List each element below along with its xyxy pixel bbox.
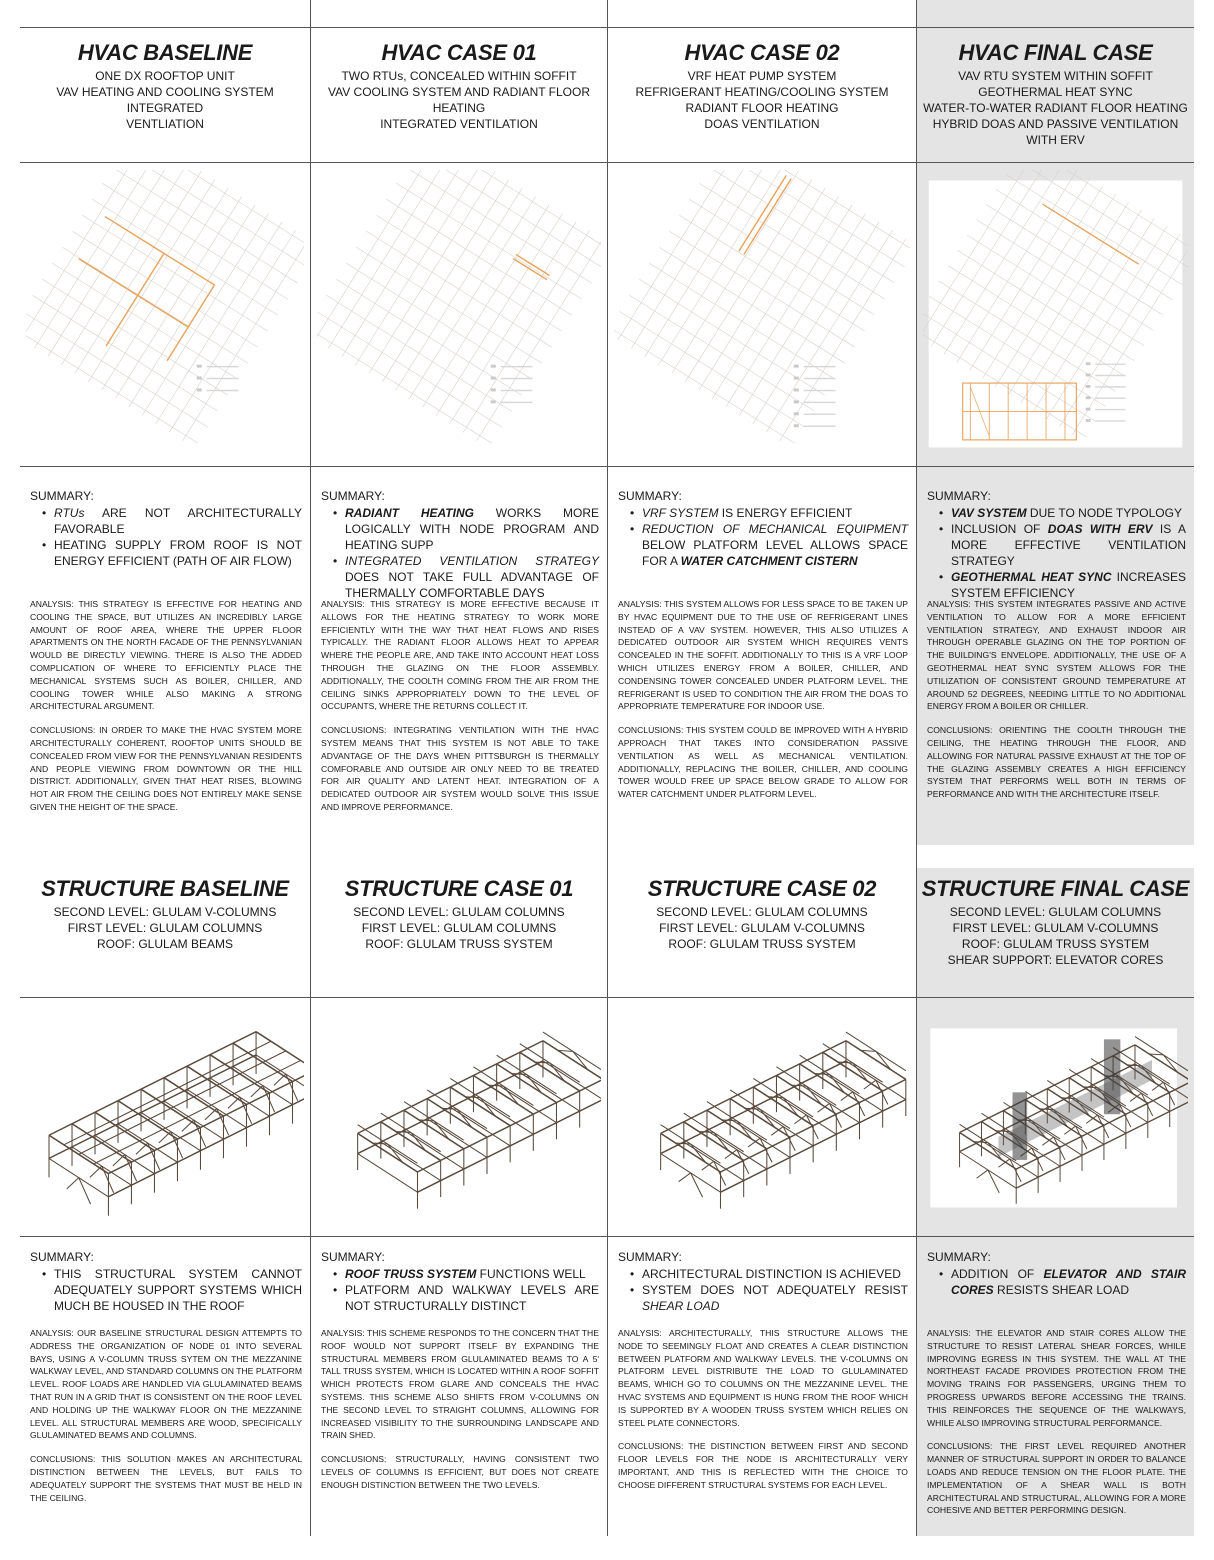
roof-beam bbox=[256, 1032, 304, 1070]
truss-web bbox=[853, 1063, 868, 1081]
analysis-text: ANALYSIS: THE ELEVATOR AND STAIR CORES ALLOW THE STRUCTURE TO RESIST LATERAL SHEAR FORCES, WHILE IMPROVING EGRESS IN THIS SYSTEM. THE WALL AT THE NORTHEAST FACADE PROVIDES PROTECTION FROM THE MOVING TRAINS FOR PASSENGERS, URGING THEM TO PROGRESS UPWARDS BEFORE ACCESSING THE TRAINS. THIS REINFORCES THE SEQUENCE OF THE WALKWAYS, WHILE ALSO IMPROVING STRUCTURAL PERFORMANCE. bbox=[927, 1328, 1186, 1428]
summary-text: FUNCTIONS WELL bbox=[476, 1267, 586, 1281]
case-subtitle-line: FIRST LEVEL: GLULAM V-COLUMNS bbox=[952, 921, 1159, 935]
truss-web bbox=[876, 1051, 891, 1069]
truss-web bbox=[806, 1086, 821, 1104]
conclusions-text: CONCLUSIONS: STRUCTURALLY, HAVING CONSISTENT TWO LEVELS OF COLUMNS IS EFFICIENT, BUT DOES NOT CREATE ENOUGH DISTINCTION BETWEEN THE TWO LEVELS. bbox=[321, 1454, 599, 1490]
summary-text: DUE TO NODE TYPOLOGY bbox=[1026, 506, 1182, 520]
case-subtitle-line: VENTLIATION bbox=[126, 117, 204, 131]
case-title: HVAC FINAL CASE bbox=[958, 40, 1153, 65]
summary-item bbox=[42, 1266, 302, 1314]
conclusions-text: CONCLUSIONS: ORIENTING THE COOLTH THROUGH THE CEILING, THE HEATING THROUGH THE FLOOR, AND ALLOWING FOR NATURAL PASSIVE EXHAUST AT THE TOP OF THE GLAZING ASSEMBLY CREATES A HIGH EFFICIENCY SYSTEM THAT PERFORMS WELL BOTH IN TERMS OF PERFORMANCE AND WITH THE ARCHITECTURE ITSELF. bbox=[927, 725, 1186, 800]
case-title: HVAC BASELINE bbox=[77, 40, 253, 65]
analysis-text: ANALYSIS: THIS STRATEGY IS EFFECTIVE FOR HEATING AND COOLING THE SPACE, BUT UTILIZES AN INCREDIBLY LARGE AMOUNT OF ROOF AREA, WHERE THE UPPER FLOOR APARTMENTS ON THE NORTH FACADE OF THE PENNSYLVANIAN WOULD BE DIRECTLY VIEWING. THERE IS ALSO THE ADDED COMPLICATION OF WHERE TO EFFICIENTLY PLACE THE MECHANICAL SYSTEMS SUCH AS BOILER, CHILLER, AND COOLING TOWER WHILE ALSO MAKING A STRONG ARCHITECTURAL ARGUMENT. bbox=[30, 599, 302, 712]
summary-text: WATER CATCHMENT CISTERN bbox=[680, 554, 858, 568]
summary-text: DOAS WITH ERV bbox=[1047, 522, 1153, 536]
truss-web bbox=[714, 1132, 729, 1150]
v-column bbox=[228, 1097, 240, 1108]
structure-axon-diagram bbox=[26, 1006, 304, 1228]
case-subtitle-line: HYBRID DOAS AND PASSIVE VENTILATION bbox=[932, 117, 1179, 131]
analysis-text: ANALYSIS: THIS SCHEME RESPONDS TO THE CONCERN THAT THE ROOF WOULD NOT SUPPORT ITSELF BY EXPANDING THE STRUCTURAL MEMBERS FROM GLULAMINATED BEAMS TO A 5' TALL TRUSS SYSTEM, WHICH IS LOCATED WITHIN A ROOF SOFFIT WHICH PROTECTS FROM GLARE AND CONCEALS THE HVAC SYSTEMS. THIS SCHEME ALSO SHIFTS FROM V-COLUMNS ON THE SECOND LEVEL TO STRAIGHT COLUMNS, ALLOWING FOR INCREASED VISIBILITY TO THE SURROUNDING LANDSCAPE AND TRAIN SHED. bbox=[321, 1328, 599, 1441]
case-subtitle-line: FIRST LEVEL: GLULAM COLUMNS bbox=[67, 921, 263, 935]
summary-text: VRF SYSTEM bbox=[642, 506, 719, 520]
case-subtitle-line: VAV COOLING SYSTEM AND RADIANT FLOOR bbox=[327, 85, 591, 99]
truss-web bbox=[480, 1098, 495, 1116]
summary-text: INCREASES SYSTEM EFFICIENCY bbox=[951, 570, 1187, 600]
summary-block bbox=[917, 1249, 1194, 1298]
summary-text: DOES NOT TAKE FULL ADVANTAGE OF THERMALLY COMFORTABLE DAYS bbox=[345, 570, 599, 600]
analysis-text: ANALYSIS: THIS SYSTEM ALLOWS FOR LESS SPACE TO BE TAKEN UP BY HVAC EQUIPMENT DUE TO THE USE OF REFRIGERANT LINES INSTEAD OF A VAV SYSTEM. HOWEVER, THIS ALSO UTILIZES A DEDICATED OUTDOOR AIR SYSTEM WHICH REQUIRES VENTS CONCEALED IN THE SOFFIT. ADDITIONALLY TO THIS IS A VRF LOOP WHICH UTILIZES ENERGY FROM A BOILER, CHILLER, AND CONDENSING TOWER CONCEALED UNDER PLATFORM LEVEL. THE REFRIGERANT IS USED TO CONDITION THE AIR FROM THE DOAS TO APPROPRIATE TEMPERATURE FOR INDOOR USE. bbox=[618, 599, 908, 712]
summary-text: IS ENERGY EFFICIENT bbox=[718, 506, 853, 520]
summary-label: SUMMARY: bbox=[321, 1250, 385, 1264]
conclusions-text: CONCLUSIONS: THIS SOLUTION MAKES AN ARCHITECTURAL DISTINCTION BETWEEN THE LEVELS, BUT FAILS TO ADEQUATELY SUPPORT THE SYSTEMS THAT MUST BE HELD IN THE CEILING. bbox=[30, 1454, 302, 1503]
case-title: STRUCTURE FINAL CASE bbox=[921, 876, 1190, 901]
summary-text: RESISTS SHEAR LOAD bbox=[993, 1283, 1130, 1297]
analysis-block bbox=[608, 1327, 916, 1503]
analysis-text: ANALYSIS: OUR BASELINE STRUCTURAL DESIGN ATTEMPTS TO ADDRESS THE ORGANIZATION OF NODE 01 INTO SEVERAL BAYS, USING A V-COLUMN TRUSS SYTEM ON THE MEZZANINE WALKWAY LEVEL, AND STANDARD COLUMNS ON THE PLATFORM LEVEL. ROOF LOADS ARE HANDLED VIA GLULAMINATED BEAMS THAT RUN IN A GRID THAT IS CONSISTENT ON THE ROOF LEVEL AND HOLDING UP THE WALKWAY FLOOR ON THE MEZZANINE LEVEL. ALL STRUCTURAL MEMBERS ARE WOOD, SPECIFICALLY GLULAMINATED BEAMS AND COLUMNS. bbox=[30, 1328, 302, 1441]
structure-case-header bbox=[917, 876, 1194, 968]
case-title: STRUCTURE BASELINE bbox=[41, 876, 289, 901]
truss-web bbox=[411, 1132, 426, 1150]
analysis-block bbox=[311, 1327, 607, 1503]
case-subtitle-line: REFRIGERANT HEATING/COOLING SYSTEM bbox=[635, 85, 889, 99]
structure-case-header bbox=[608, 876, 916, 952]
longitudinal-beam bbox=[49, 1055, 256, 1159]
structure-axon-diagram bbox=[317, 1006, 601, 1228]
truss-web bbox=[691, 1144, 706, 1162]
case-title: HVAC CASE 01 bbox=[381, 40, 537, 65]
case-subtitle-line: ROOF: GLULAM TRUSS SYSTEM bbox=[365, 937, 553, 951]
case-subtitle-line: WITH ERV bbox=[1026, 133, 1085, 147]
v-column bbox=[182, 1120, 194, 1131]
structure-case-header bbox=[20, 876, 310, 952]
truss-web bbox=[434, 1121, 449, 1139]
truss-web bbox=[550, 1063, 565, 1081]
summary-block bbox=[311, 1249, 607, 1314]
summary-text: VAV SYSTEM bbox=[951, 506, 1027, 520]
structure-axon-svg bbox=[614, 1006, 910, 1228]
analysis-block bbox=[20, 1327, 310, 1515]
case-subtitle-line: TWO RTUs, CONCEALED WITHIN SOFFIT bbox=[341, 69, 577, 83]
truss-web bbox=[783, 1098, 798, 1116]
summary-list bbox=[927, 1266, 1186, 1298]
summary-text: INCLUSION OF bbox=[951, 522, 1048, 536]
structure-frame bbox=[49, 1032, 304, 1216]
summary-block bbox=[608, 1249, 916, 1314]
longitudinal-beam bbox=[108, 1093, 304, 1197]
v-column bbox=[136, 1143, 148, 1154]
case-subtitle-line: SHEAR SUPPORT: ELEVATOR CORES bbox=[947, 953, 1164, 967]
summary-label: SUMMARY: bbox=[30, 1250, 94, 1264]
structure-case-column bbox=[608, 0, 916, 1560]
longitudinal-beam bbox=[720, 1100, 905, 1193]
summary-text: ADDITION OF bbox=[951, 1267, 1044, 1281]
analysis-block bbox=[917, 1327, 1194, 1528]
summary-label: SUMMARY: bbox=[927, 1250, 991, 1264]
case-subtitle-line: VRF HEAT PUMP SYSTEM bbox=[687, 69, 837, 83]
summary-text: HEATING SUPPLY FROM ROOF IS NOT ENERGY EFFICIENT (PATH OF AIR FLOW) bbox=[54, 538, 302, 568]
structure-axon-diagram bbox=[923, 1006, 1188, 1228]
summary-text: SHEAR LOAD bbox=[642, 1299, 720, 1313]
structure-case-column bbox=[20, 0, 310, 1560]
summary-label: SUMMARY: bbox=[618, 489, 682, 503]
case-subtitle-line: RADIANT FLOOR HEATING bbox=[685, 101, 839, 115]
longitudinal-beam bbox=[108, 1070, 304, 1174]
case-subtitle-line: ROOF: GLULAM TRUSS SYSTEM bbox=[668, 937, 856, 951]
elevator-core bbox=[1104, 1039, 1120, 1114]
floor-beam bbox=[543, 1061, 601, 1100]
structure-axon-svg bbox=[317, 1006, 601, 1228]
summary-text: ROOF TRUSS SYSTEM bbox=[345, 1267, 477, 1281]
case-title: STRUCTURE CASE 02 bbox=[647, 876, 877, 901]
case-subtitle-line: DOAS VENTILATION bbox=[704, 117, 820, 131]
summary-item bbox=[630, 1266, 908, 1282]
summary-text: REDUCTION OF MECHANICAL EQUIPMENT bbox=[642, 522, 908, 536]
case-subtitle-line: INTEGRATED VENTILATION bbox=[380, 117, 538, 131]
analysis-text: ANALYSIS: THIS STRATEGY IS MORE EFFECTIVE BECAUSE IT ALLOWS FOR THE HEATING STRATEGY TO WORK MORE EFFICIENTLY WITH THE WAY THAT HEAT FLOWS AND RISES TYPICALLY. THE RADIANT FLOOR ALLOWS HEAT TO APPEAR WHERE THE PEOPLE ARE, AND TAKE INTO ACCOUNT HEAT LOSS THROUGH THE GLAZING ON THE FLOOR ASSEMBLY. ADDITIONALLY, THE COOLTH COMING FROM THE AIR FROM THE CEILING SINKS APPROPRIATELY DOWN TO THE LEVEL OF OCCUPANTS, WHERE THE RETURNS COLLECT IT. bbox=[321, 599, 599, 712]
summary-text: GEOTHERMAL HEAT SYNC bbox=[951, 570, 1112, 584]
truss-web bbox=[830, 1075, 845, 1093]
summary-list bbox=[30, 1266, 302, 1314]
case-title: HVAC CASE 02 bbox=[684, 40, 840, 65]
summary-label: SUMMARY: bbox=[30, 489, 94, 503]
summary-text: WORKS MORE LOGICALLY WITH NODE PROGRAM AND HEATING SUPP bbox=[345, 506, 599, 552]
summary-text: ELEVATOR AND STAIR CORES bbox=[951, 1267, 1186, 1297]
summary-text: THIS STRUCTURAL SYSTEM CANNOT ADEQUATELY SUPPORT SYSTEMS WHICH MUCH BE HOUSED IN THE ROOF bbox=[54, 1267, 302, 1313]
conclusions-text: CONCLUSIONS: THE FIRST LEVEL REQUIRED ANOTHER MANNER OF STRUCTURAL SUPPORT IN ORDER TO BALANCE LOADS AND REDUCE TENSION ON THE FLOOR PLATE. THE IMPLEMENTATION OF A SHEAR WALL IS BOTH ARCHITECTURAL AND STRUCTURAL, ALLOWING FOR A MORE COHESIVE AND BETTER PERFORMING DESIGN. bbox=[927, 1441, 1186, 1516]
conclusions-text: CONCLUSIONS: INTEGRATING VENTILATION WITH THE HVAC SYSTEM MEANS THAT THIS SYSTEM IS NOT ABLE TO TAKE ADVANTAGE OF THE DAYS WHEN PITTSBURGH IS THERMALLY COMFORABLE AND OUTSIDE AIR ONLY NEED TO BE TREATED FOR AIR QUALITY AND LATENT HEAT. INTEGRATION OF A DEDICATED OUTDOOR AIR SYSTEM WOULD SOLVE THIS ISSUE AND IMPROVE PERFORMANCE. bbox=[321, 725, 599, 812]
case-subtitle-line: VAV RTU SYSTEM WITHIN SOFFIT bbox=[958, 69, 1153, 83]
case-subtitle-line: FIRST LEVEL: GLULAM V-COLUMNS bbox=[659, 921, 865, 935]
truss-web bbox=[503, 1086, 518, 1104]
case-subtitle-line: SECOND LEVEL: GLULAM V-COLUMNS bbox=[53, 905, 277, 919]
summary-text: PLATFORM AND WALKWAY LEVELS ARE NOT STRUCTURALLY DISTINCT bbox=[345, 1283, 599, 1313]
summary-block bbox=[20, 1249, 310, 1314]
case-subtitle-line: FIRST LEVEL: GLULAM COLUMNS bbox=[361, 921, 557, 935]
summary-item bbox=[939, 1266, 1186, 1298]
truss-web bbox=[760, 1109, 775, 1127]
v-column bbox=[90, 1166, 102, 1177]
case-subtitle-line: VAV HEATING AND COOLING SYSTEM INTEGRATED bbox=[56, 85, 274, 115]
truss-web bbox=[527, 1075, 542, 1093]
summary-text: ARCHITECTURAL DISTINCTION IS ACHIEVED bbox=[642, 1267, 901, 1281]
summary-list bbox=[618, 1266, 908, 1314]
conclusions-text: CONCLUSIONS: THIS SYSTEM COULD BE IMPROVED WITH A HYBRID APPROACH THAT TAKES INTO CONSIDERATION PASSIVE VENTILATION AS WELL AS MECHANICAL VENTILATION. ADDITIONALLY, REPLACING THE BOILER, CHILLER, AND COOLING TOWER WOULD FREE UP SPACE BELOW GRADE TO ALLOW FOR WATER CATCHMENT UNDER PLATFORM LEVEL. bbox=[618, 725, 908, 800]
summary-text: SYSTEM DOES NOT ADEQUATELY RESIST bbox=[642, 1283, 908, 1297]
case-subtitle-line: ONE DX ROOFTOP UNIT bbox=[95, 69, 235, 83]
v-column bbox=[113, 1155, 125, 1166]
conclusions-text: CONCLUSIONS: THE DISTINCTION BETWEEN FIRST AND SECOND FLOOR LEVELS FOR THE NODE IS ARCHITECTURALLY VERY IMPORTANT, AND THIS IS REFLECTED WITH THE CHOICE TO CHOOSE DIFFERENT STRUCTURAL SYSTEMS FOR EACH LEVEL. bbox=[618, 1441, 908, 1490]
truss-web bbox=[573, 1051, 588, 1069]
structure-case-header bbox=[311, 876, 607, 952]
structure-case-column bbox=[311, 0, 607, 1560]
case-subtitle-line: ROOF: GLULAM BEAMS bbox=[96, 937, 234, 951]
case-subtitle-line: SECOND LEVEL: GLULAM COLUMNS bbox=[353, 905, 565, 919]
case-subtitle-line: SECOND LEVEL: GLULAM COLUMNS bbox=[656, 905, 868, 919]
analysis-text: ANALYSIS: THIS SYSTEM INTEGRATES PASSIVE AND ACTIVE VENTILATION TO ALLOW FOR A MORE EFFICIENT VENTILATION STRATEGY, AND EXHAUST INDOOR AIR THROUGH OPERABLE GLAZING ON THE TOP PORTION OF THE BUILDING'S ENVELOPE. ADDITIONALLY, THE USE OF A GEOTHERMAL HEAT SYNC SYSTEM ALLOWS FOR THE UTILIZATION OF CONSISTENT GROUND TEMPERATURE AT AROUND 52 DEGREES, NEEDING LITTLE TO NO ADDITIONAL ENERGY FROM A BOILER OR CHILLER. bbox=[927, 599, 1186, 712]
summary-label: SUMMARY: bbox=[927, 489, 991, 503]
summary-item bbox=[333, 1282, 599, 1314]
structure-frame bbox=[661, 1032, 906, 1209]
v-column bbox=[274, 1074, 286, 1085]
v-column bbox=[251, 1086, 263, 1097]
structure-axon-svg bbox=[26, 1006, 304, 1228]
structure-axon-svg bbox=[923, 1006, 1188, 1228]
v-column bbox=[67, 1178, 79, 1189]
longitudinal-beam bbox=[417, 1100, 601, 1193]
case-subtitle-line: GEOTHERMAL HEAT SYNC bbox=[978, 85, 1133, 99]
summary-text: RADIANT HEATING bbox=[345, 506, 474, 520]
summary-text: IS A MORE EFFECTIVE VENTILATION STRATEGY bbox=[951, 522, 1186, 568]
analysis-text: ANALYSIS: ARCHITECTURALLY, THIS STRUCTURE ALLOWS THE NODE TO SEEMINGLY FLOAT AND CREATES A CLEAR DISTINCTION BETWEEN PLATFORM AND WALKWAY LEVELS. THE V-COLUMNS ON PLATFORM LEVEL DISTRIBUTE THE LOAD TO GLULAMINATED BEAMS, WHICH GO TO COLUMNS ON THE MEZZANINE LEVEL. THE HVAC SYSTEMS AND EQUIPMENT IS HUNG FROM THE ROOF WHICH IS SUPPORTED BY A WOODEN TRUSS SYSTEM WHICH RELIES ON STEEL PLATE CONNECTORS. bbox=[618, 1328, 908, 1428]
truss-web bbox=[457, 1109, 472, 1127]
structure-case-column bbox=[917, 0, 1194, 1560]
summary-label: SUMMARY: bbox=[321, 489, 385, 503]
summary-item bbox=[630, 1282, 908, 1314]
v-column bbox=[205, 1109, 217, 1120]
case-subtitle-line: ROOF: GLULAM TRUSS SYSTEM bbox=[961, 937, 1150, 951]
case-subtitle-line: WATER-TO-WATER RADIANT FLOOR HEATING bbox=[923, 101, 1188, 115]
case-title: STRUCTURE CASE 01 bbox=[344, 876, 574, 901]
summary-list bbox=[321, 1266, 599, 1314]
summary-text: RTUs bbox=[54, 506, 85, 520]
v-column bbox=[679, 1173, 691, 1182]
summary-text: ARE NOT ARCHITECTURALLY FAVORABLE bbox=[54, 506, 302, 536]
truss-web bbox=[737, 1121, 752, 1139]
case-subtitle-line: HEATING bbox=[432, 101, 486, 115]
summary-item bbox=[333, 1266, 599, 1282]
summary-label: SUMMARY: bbox=[618, 1250, 682, 1264]
structure-frame bbox=[358, 1032, 601, 1209]
v-column bbox=[159, 1132, 171, 1143]
structure-axon-diagram bbox=[614, 1006, 910, 1228]
summary-text: BELOW PLATFORM LEVEL ALLOWS SPACE FOR A bbox=[642, 538, 908, 568]
case-subtitle-line: SECOND LEVEL: GLULAM COLUMNS bbox=[949, 905, 1162, 919]
conclusions-text: CONCLUSIONS: IN ORDER TO MAKE THE HVAC SYSTEM MORE ARCHITECTURALLY COHERENT, ROOFTOP UNITS SHOULD BE CONCEALED FROM VIEW FOR THE PENNSYLVANIAN RESIDENTS AND PEOPLE VIEWING FROM DOWNTOWN OR THE HILL DISTRICT. ADDITIONALLY, GIVEN THAT HEAT RISES, BLOWING HOT AIR FROM THE CEILING DOES NOT ENTIRELY MAKE SENSE GIVEN THE HEIGHT OF THE SPACE. bbox=[30, 725, 302, 812]
summary-text: INTEGRATED VENTILATION STRATEGY bbox=[345, 554, 599, 568]
truss-web bbox=[388, 1144, 403, 1162]
